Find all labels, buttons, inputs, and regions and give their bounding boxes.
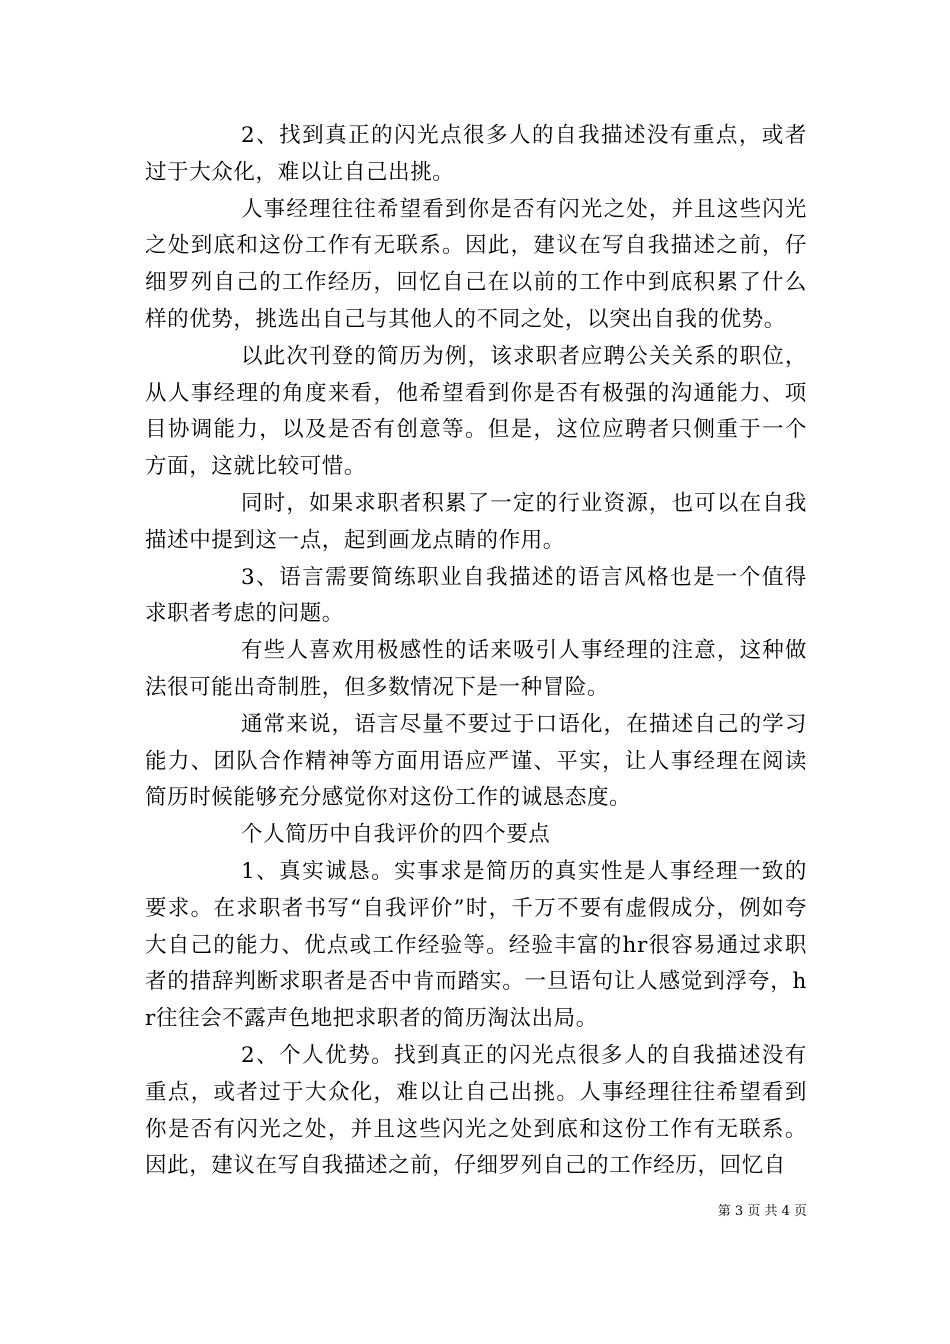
paragraph: 以此次刊登的简历为例，该求职者应聘公关关系的职位，从人事经理的角度来看，他希望看到你是否有极强的沟通能力、项目协调能力，以及是否有创意等。但是，这位应聘者只侧重于一个方面，这就比较可惜。	[145, 343, 807, 480]
paragraph: 同时，如果求职者积累了一定的行业资源，也可以在自我描述中提到这一点，起到画龙点睛的作用。	[145, 490, 807, 553]
paragraph: 通常来说，语言尽量不要过于口语化，在描述自己的学习能力、团队合作精神等方面用语应严谨、平实，让人事经理在阅读简历时候能够充分感觉你对这份工作的诚恳态度。	[145, 711, 807, 811]
page-number: 第 3 页 共 4 页	[717, 1204, 807, 1219]
paragraph: 2、找到真正的闪光点很多人的自我描述没有重点，或者过于大众化，难以让自己出挑。	[145, 123, 807, 185]
paragraph: 有些人喜欢用极感性的话来吸引人事经理的注意，这种做法很可能出奇制胜，但多数情况下是一种冒险。	[145, 638, 807, 700]
paragraph: 1、真实诚恳。实事求是简历的真实性是人事经理一致的要求。在求职者书写“自我评价”时，千万不要有虚假成分，例如夸大自己的能力、优点或工作经验等。经验丰富的hr很容易通过求职者的措辞判断求职者是否中肯而踏实。一旦语句让人感觉到浮夸，hr往往会不露声色地把求职者的简历淘汰出局。	[145, 858, 807, 1032]
paragraph: 3、语言需要简练职业自我描述的语言风格也是一个值得求职者考虑的问题。	[145, 564, 807, 627]
paragraph: 2、个人优势。找到真正的闪光点很多人的自我描述没有重点，或者过于大众化，难以让自己出挑。人事经理往往希望看到你是否有闪光之处，并且这些闪光之处到底和这份工作有无联系。因此，建议在写自我描述之前，仔细罗列自己的工作经历，回忆自	[145, 1042, 807, 1179]
section-heading: 个人简历中自我评价的四个要点	[241, 822, 551, 848]
document-body	[145, 118, 807, 1185]
paragraph: 人事经理往往希望看到你是否有闪光之处，并且这些闪光之处到底和这份工作有无联系。因此，建议在写自我描述之前，仔细罗列自己的工作经历，回忆自己在以前的工作中到底积累了什么样的优势，挑选出自己与其他人的不同之处，以突出自我的优势。	[145, 196, 807, 332]
